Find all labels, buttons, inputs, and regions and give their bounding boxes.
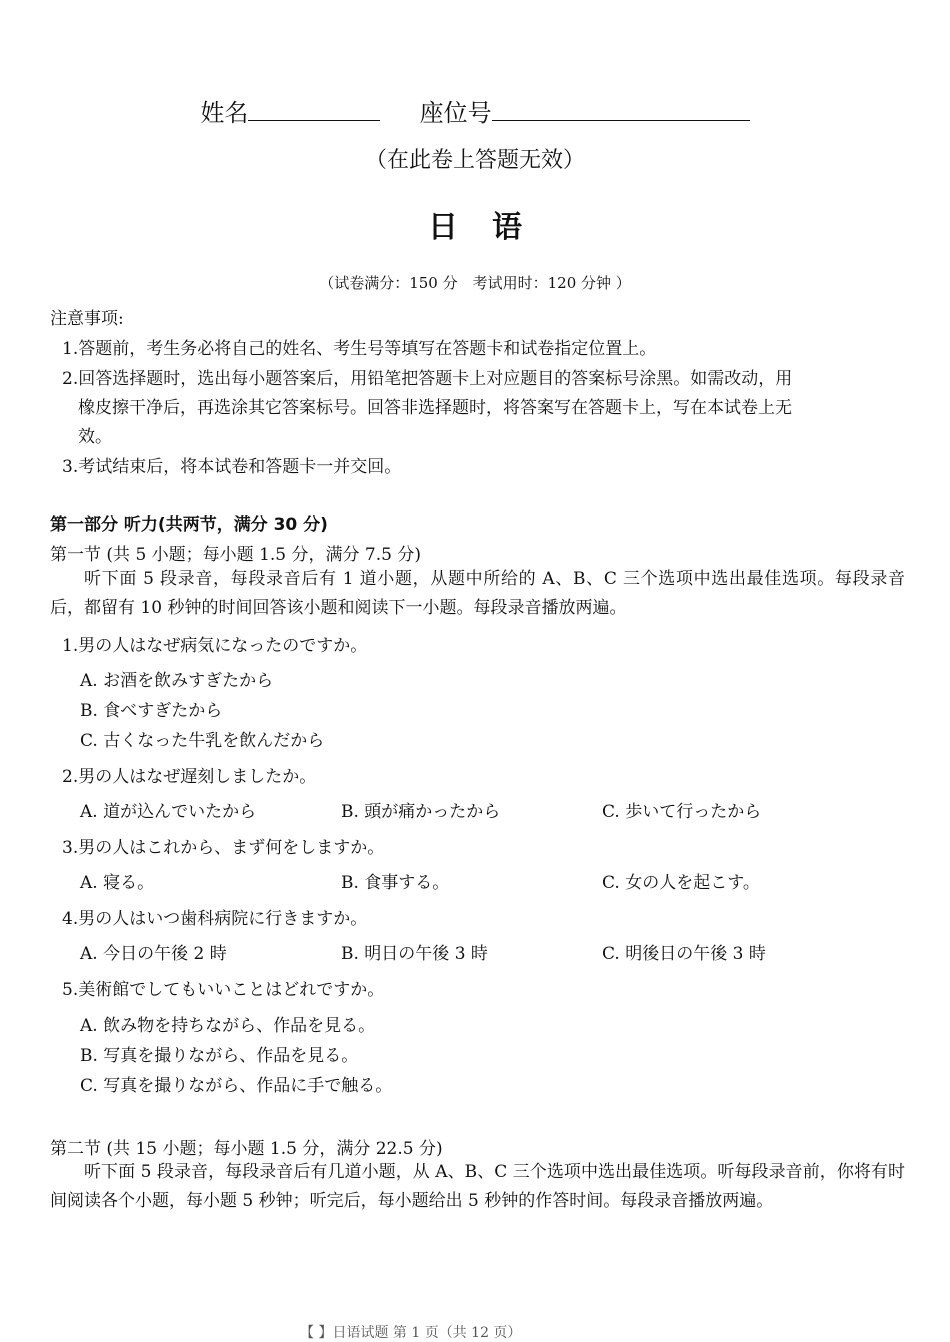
notice-item-continued: 橡皮擦干净后，再选涂其它答案标号。回答非选择题时，将答案写在答题卡上，写在本试卷上无 <box>78 398 792 418</box>
name-blank[interactable] <box>248 120 380 121</box>
subject-title: 日语 <box>428 210 556 245</box>
part1-title: 第一部分 听力(共两节，满分 30 分) <box>50 515 328 535</box>
option-a[interactable]: A. お酒を飲みすぎたから <box>80 671 274 691</box>
option-c[interactable]: C. 古くなった牛乳を飲んだから <box>80 731 325 751</box>
option-a[interactable]: A. 今日の午後 2 時 <box>80 944 227 964</box>
option-a[interactable]: A. 道が込んでいたから <box>80 802 257 822</box>
option-b[interactable]: B. 頭が痛かったから <box>341 802 501 822</box>
option-b[interactable]: B. 食べすぎたから <box>80 701 223 721</box>
option-b[interactable]: B. 写真を撮りながら、作品を見る。 <box>80 1046 359 1066</box>
option-a[interactable]: A. 飲み物を持ちながら、作品を見る。 <box>80 1016 376 1036</box>
notice-item: 2.回答选择题时，选出每小题答案后，用铅笔把答题卡上对应题目的答案标号涂黑。如需改动，用 <box>62 369 793 389</box>
option-b[interactable]: B. 食事する。 <box>341 873 450 893</box>
page-footer: 【 】日语试题 第 1 页（共 12 页） <box>300 1325 522 1341</box>
question-stem: 2.男の人はなぜ遅刻しましたか。 <box>62 767 317 787</box>
option-c[interactable]: C. 女の人を起こす。 <box>602 873 760 893</box>
invalid-note: （在此卷上答题无效） <box>364 148 585 173</box>
option-c[interactable]: C. 明後日の午後 3 時 <box>602 944 766 964</box>
exam-meta: （试卷满分：150 分 考试用时：120 分钟 ） <box>319 274 631 292</box>
question-stem: 1.男の人はなぜ病気になったのですか。 <box>62 636 368 656</box>
name-seat-line <box>0 93 950 128</box>
section1-instructions: 听下面 5 段录音，每段录音后有 1 道小题，从题中所给的 A、B、C 三个选项中选出最佳选项。每段录音后，都留有 10 秒钟的时间回答该小题和阅读下一小题。每段录音播放两遍。 <box>50 569 905 618</box>
notice-item: 1.答题前，考生务必将自己的姓名、考生号等填写在答题卡和试卷指定位置上。 <box>62 339 657 359</box>
option-c[interactable]: C. 歩いて行ったから <box>602 802 762 822</box>
option-b[interactable]: B. 明日の午後 3 時 <box>341 944 488 964</box>
question-stem: 5.美術館でしてもいいことはどれですか。 <box>62 980 385 1000</box>
seat-label: 座位号 <box>419 99 492 127</box>
notice-item: 3.考试结束后，将本试卷和答题卡一并交回。 <box>62 457 402 477</box>
seat-blank[interactable] <box>492 120 750 121</box>
option-c[interactable]: C. 写真を撮りながら、作品に手で触る。 <box>80 1076 393 1096</box>
section1-title: 第一节 (共 5 小题；每小题 1.5 分，满分 7.5 分) <box>50 545 421 565</box>
question-stem: 3.男の人はこれから、まず何をしますか。 <box>62 838 385 858</box>
option-a[interactable]: A. 寝る。 <box>80 873 155 893</box>
notice-title: 注意事项: <box>50 309 124 329</box>
notice-item-continued: 效。 <box>78 427 112 447</box>
question-stem: 4.男の人はいつ歯科病院に行きますか。 <box>62 909 368 929</box>
section2-instructions: 听下面 5 段录音，每段录音后有几道小题，从 A、B、C 三个选项中选出最佳选项。听每段录音前，你将有时间阅读各个小题，每小题 5 秒钟；听完后，每小题给出 5 秒钟的作答时间。每段录音播放两遍。 <box>50 1162 905 1211</box>
name-label: 姓名 <box>200 99 249 127</box>
section2-title: 第二节 (共 15 小题；每小题 1.5 分，满分 22.5 分) <box>50 1139 443 1159</box>
